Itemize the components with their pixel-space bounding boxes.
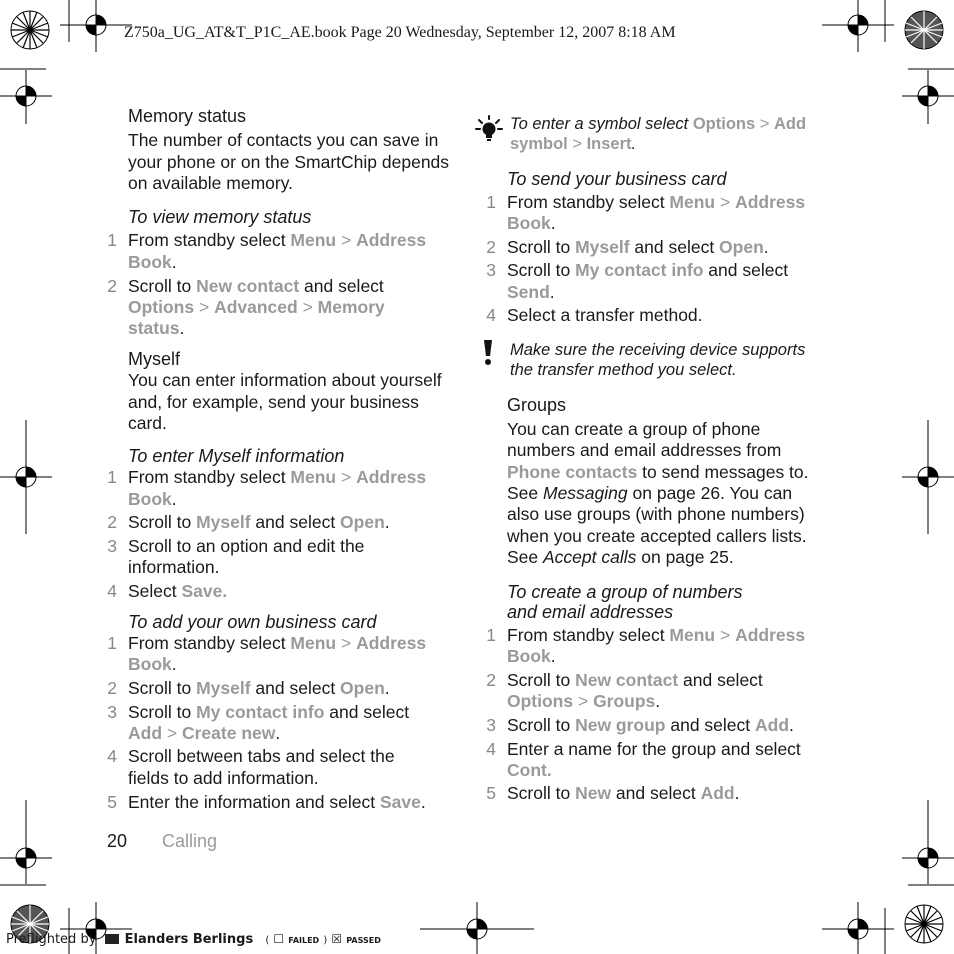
groups-body-line1: You can create a group of phone [507, 419, 761, 439]
step-text: Enter the information and select Save. [128, 792, 426, 812]
step-number: 3 [107, 536, 117, 556]
groups-body-line5: also use groups (with phone numbers) [507, 504, 805, 524]
step-number: 1 [107, 230, 117, 250]
step-text: Select Save. [128, 581, 228, 601]
step-text: From standby select Menu > Address [507, 625, 806, 645]
starburst-target-bottom-right [905, 905, 943, 943]
step-number: 3 [486, 715, 496, 735]
paren-close: ) [323, 935, 328, 946]
step-text-cont: Options > Groups. [507, 691, 661, 711]
step-text: Scroll to New and select Add. [507, 783, 740, 803]
step-text-cont: Book. [128, 252, 177, 272]
step-text: Scroll to an option and edit the [128, 536, 365, 556]
step-text-cont: Book. [128, 489, 177, 509]
step-number: 4 [107, 746, 117, 766]
step-text-cont: status. [128, 318, 185, 338]
send-card-task-title: To send your business card [507, 169, 727, 189]
step-text: Enter a name for the group and select [507, 739, 801, 759]
step-number: 1 [107, 467, 117, 487]
warning-line2: the transfer method you select. [510, 361, 737, 379]
step-text: Scroll to Myself and select Open. [128, 512, 390, 532]
step-number: 2 [486, 670, 496, 690]
passed-label: PASSED [346, 936, 381, 945]
add-business-card-task-title: To add your own business card [128, 612, 377, 632]
elanders-logo-icon [105, 934, 119, 944]
step-number: 2 [107, 678, 117, 698]
failed-checkbox: ☐ [273, 932, 285, 946]
step-text: Scroll to New group and select Add. [507, 715, 794, 735]
section-name: Calling [162, 831, 218, 851]
paren-open: ( [265, 935, 270, 946]
step-text: Scroll to Myself and select Open. [507, 237, 769, 257]
company-name: Elanders Berlings [124, 932, 254, 947]
step-number: 3 [107, 702, 117, 722]
step-text: Scroll between tabs and select the [128, 746, 395, 766]
step-number: 2 [486, 237, 496, 257]
create-group-task-title-2: and email addresses [507, 602, 674, 622]
myself-heading: Myself [128, 349, 181, 369]
groups-heading: Groups [507, 395, 567, 415]
step-number: 5 [107, 792, 117, 812]
warning-exclamation-icon [480, 338, 496, 368]
step-text-cont: Book. [507, 646, 556, 666]
preflight-strip [6, 932, 381, 947]
step-text-cont: Cont. [507, 760, 552, 780]
step-text: From standby select Menu > Address [128, 633, 427, 653]
step-text-cont: Book. [128, 654, 177, 674]
step-text-cont: Add > Create new. [128, 723, 281, 743]
memory-status-body: The number of contacts you can save in your phone or on the SmartChip depends on available memory. [128, 130, 450, 193]
step-text: Scroll to New contact and select [507, 670, 763, 690]
groups-body-line6: when you create accepted callers lists. [507, 526, 807, 546]
tip-bulb-icon [474, 114, 504, 144]
step-text: From standby select Menu > Address [128, 467, 427, 487]
step-number: 4 [486, 739, 496, 759]
step-text-cont: fields to add information. [128, 768, 319, 788]
create-group-task-title-1: To create a group of numbers [507, 582, 743, 602]
step-text: Scroll to Myself and select Open. [128, 678, 390, 698]
step-text: From standby select Menu > Address [128, 230, 427, 250]
step-number: 2 [107, 512, 117, 532]
step-text-cont: Options > Advanced > Memory [128, 297, 385, 317]
groups-body-line3: Phone contacts to send messages to. [507, 462, 809, 482]
book-header: Z750a_UG_AT&T_P1C_AE.book Page 20 Wednesday, September 12, 2007 8:18 AM [124, 24, 676, 41]
step-text: Scroll to New contact and select [128, 276, 384, 296]
step-number: 5 [486, 783, 496, 803]
page-number: 20 [107, 831, 128, 851]
step-text-cont: information. [128, 557, 220, 577]
step-text: Scroll to My contact info and select [507, 260, 789, 280]
step-number: 1 [107, 633, 117, 653]
tip-symbol-line2: symbol > Insert. [510, 135, 637, 153]
step-number: 4 [107, 581, 117, 601]
failed-label: FAILED [288, 936, 320, 945]
step-number: 3 [486, 260, 496, 280]
groups-body-line4: See Messaging on page 26. You can [507, 483, 793, 503]
memory-status-heading: Memory status [128, 106, 247, 126]
starburst-target-top-left [11, 11, 49, 49]
myself-body: You can enter information about yourself and, for example, send your business card. [128, 370, 442, 433]
tip-symbol-line1: To enter a symbol select Options > Add [510, 115, 807, 133]
passed-checkbox: ☒ [331, 932, 343, 946]
step-text: Scroll to My contact info and select [128, 702, 410, 722]
step-text: From standby select Menu > Address [507, 192, 806, 212]
step-text: Select a transfer method. [507, 305, 703, 325]
starburst-target-top-right [905, 11, 943, 49]
preflight-label: Preflighted by [6, 932, 97, 947]
groups-body-line2: numbers and email addresses from [507, 440, 782, 460]
step-number: 1 [486, 192, 496, 212]
view-memory-task-title: To view memory status [128, 207, 312, 227]
step-number: 1 [486, 625, 496, 645]
step-number: 4 [486, 305, 496, 325]
step-number: 2 [107, 276, 117, 296]
step-text-cont: Send. [507, 282, 555, 302]
step-text-cont: Book. [507, 213, 556, 233]
warning-line1: Make sure the receiving device supports [510, 341, 806, 359]
enter-myself-task-title: To enter Myself information [128, 446, 345, 466]
groups-body-line7: See Accept calls on page 25. [507, 547, 734, 567]
